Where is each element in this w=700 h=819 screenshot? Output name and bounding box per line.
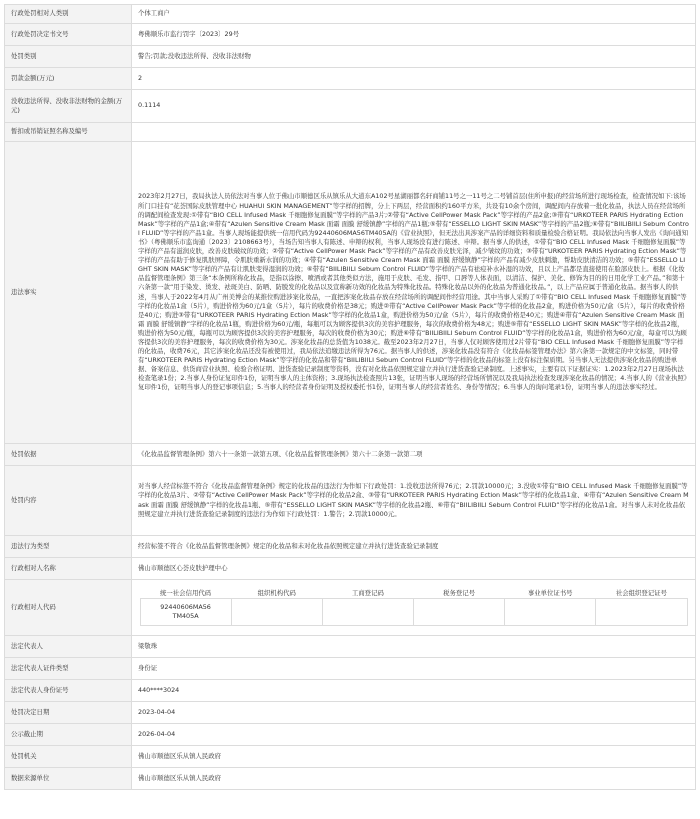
row-category bbox=[5, 5, 696, 24]
value-source: 佛山市顺德区乐从镇人民政府 bbox=[132, 768, 696, 790]
row-facts bbox=[5, 142, 696, 444]
value-category: 个体工商户 bbox=[132, 5, 696, 24]
value-party-code bbox=[132, 580, 696, 636]
code-value-tax bbox=[413, 599, 504, 626]
value-penalty-type: 警告;罚款;没收违法所得、没收非法财物 bbox=[132, 46, 696, 68]
value-fine: 2 bbox=[132, 68, 696, 90]
label-decision-date: 处罚决定日期 bbox=[5, 702, 132, 724]
code-value-org bbox=[231, 599, 322, 626]
penalty-record bbox=[4, 4, 696, 790]
label-authority: 处罚机关 bbox=[5, 746, 132, 768]
label-source: 数据来源单位 bbox=[5, 768, 132, 790]
value-decision-no: 粤佛顺乐市监行罚字〔2023〕29号 bbox=[132, 24, 696, 46]
party-code-value-row bbox=[140, 599, 687, 626]
label-decision-no: 行政处罚决定书文号 bbox=[5, 24, 132, 46]
code-value-social-org bbox=[596, 599, 687, 626]
row-publish-end bbox=[5, 724, 696, 746]
value-decision-date: 2023-04-04 bbox=[132, 702, 696, 724]
label-facts: 违法事实 bbox=[5, 142, 132, 444]
code-header-business: 工商登记码 bbox=[351, 589, 384, 597]
label-legal-rep: 法定代表人 bbox=[5, 636, 132, 658]
value-confiscated: 0.1114 bbox=[132, 90, 696, 123]
row-id-type bbox=[5, 658, 696, 680]
value-authority: 佛山市顺德区乐从镇人民政府 bbox=[132, 746, 696, 768]
code-value-business bbox=[322, 599, 413, 626]
row-party-code bbox=[5, 580, 696, 636]
row-legal-rep bbox=[5, 636, 696, 658]
code-header-credit: 统一社会信用代码 bbox=[160, 589, 212, 597]
label-id-type: 法定代表人证件类型 bbox=[5, 658, 132, 680]
value-facts: 2023年2月27日，我局执法人员依法对当事人位于佛山市顺德区乐从镇乐从大道东A102号星湖丽都名轩商铺11号之一11号之二号铺首层(住所申报)的经营场所进行现场检查，检查情况如下:该场所门口挂有“花荟国际皮肤管理中心 HUAHUI SKIN MANAGEMENT”等字样的招牌，分上下两层，经营面积约160平方米，共设有10余个房间，调配间内存放着一批化妆品，执法人员在经营场所的调配间检查发现:①带有“BIO CELL Infused Mask 千细胞修复面膜”等字样的产品3片;②带有“Active CellPower Mask Pack”等字样的产品2盒;③带有“URKOTEER PARIS Hydrating Ection Mask”等字样的产品1盒;④带有“Azulen Sensitive Cream Mask 面霜 面膜 舒缓镇静”字样的产品1瓶;⑤带有“ESSELLO LIGHT SKIN MASK”等字样的产品2瓶;⑥带有“BIILIBIILI Sebum Control FLUID”等字样的产品1盒。当事人现场能提供统一信用代码为92440606MA56TM405A的《营业执照》，但无法出具涉案产品的详细资料和质量检验合格证明。我局依法向当事人发出《询问通知书》（粤佛顺乐市监询通〔2023〕2108663号），当场告知当事人有陈述、申辩的权利，当事人现场没有进行陈述、申辩。据当事人的供述，①带有“BIO CELL Infused Mask 千细胞修复面膜”等字样的产品有滋润皮肤，改善皮肤破纹的功效；②带有“Active CellPower Mask Pack”等字样的产品有改善皮肤光泽，减少皱纹的功效；③带有“URKOTEER PARIS Hydrating Ection Mask”等字样的产品有助于修复肌肤屏障，令肌肤重新水润的功效；④带有“Azulen Sensitive Cream Mask 面霜 面膜 舒缓镇静”字样的产品有减少皮肤刺激，帮助皮肤清洁的功效；⑤带有“ESSELLO LIGHT SKIN MASK”等字样的产品有让肌肤变得湿润的功效；⑥带有“BIILIBIILI Sebum Control FLUID”等字样的产品有祛痘补水补湿的功效，且以上产品都是直接使用在脸部皮肤上。根据《化妆品监督管理条例》第三条“本条例所称化妆品，是指以涂擦、喷洒或者其他类似方法，施用于皮肤、毛发、指甲、口唇等人体表面，以清洁、保护、美化、修饰为目的的日用化学工业产品。”和第十六条第一款“用于染发、烫发、祛斑美白、防晒、防脱发的化妆品以及宣称新功效的化妆品为特殊化妆品。特殊化妆品以外的化妆品为普通化妆品。”，以上产品应属于普通化妆品。据当事人的供述，当事人于2022年4月从广州美博会的某推位购进涉案化妆品，一直把涉案化妆品存放在经营场所的调配间作经营用途。其中当事人采购了①带有“BIO CELL Infused Mask 千细胞修复面膜”等字样的化妆品1盒（5片），购进价格为60元/1盒（5片），每片的收费价格是38元；购进②带有“Active CellPower Mask Pack”等字样的化妆品2盒，购进价格为50元/盒（5片），每片的收费价格是40元；购进③带有“URKOTEER PARIS Hydrating Ection Mask”等字样的化妆品1盒，购进价格为50元/盒（5片），每片的收费价格是40元；购进④带有“Azulen Sensitive Cream Mask 面霜 面膜 舒缓镇静”字样的化妆品1瓶，购进价格为60元/瓶，每瓶可以为顾客提供3次的美容护理服务，每次的收费价格为48元；购进⑤带有“ESSELLO LIGHT SKIN MASK”等字样的化妆品2瓶，购进价格为50元/瓶，每瓶可以为顾客提供3次的美容护理服务，每次的收费价格为30元；购进⑥带有“BIILIBIILI Sebum Control FLUID”等字样的化妆品1盒，购进价格为60元/盒，每盒可以为顾客提供3次的美容护理服务，每次的收费价格为30元。涉案化妆品的总货值为1038元。截至2023年2月27日，当事人仅对顾客使用过2片带有“BIO CELL Infused Mask 千细胞修复面膜”等字样的化妆品，收费76元，其它涉案化妆品还没有被使用过，我局依法追缴违法所得为76元。据当事人的供述，涉案化妆品没有符合《化妆品标签管理办法》第六条第一款规定的中文标签，同时带有“URKOTEER PARIS Hydrating Ection Mask”等字样的化妆品和带有“BIILIBIILI Sebum Control FLUID”等字样的化妆品的标签上没有标注保质期。另当事人无法提供涉案化妆品的购进单据、备案信息、供货商营业执照、检验合格证明、进货查验记录制度等资料，没有对化妆品依照规定建立并执行进货查验记录制度。上述事实，主要有以下证据证实：1.2023年2月27日现场执法检查笔录1份；2.当事人身份证复印件1份，证明当事人的主体资格；3.现场执法检查照片13张，证明当事人现场的经营场所情况以及我局执法检查发现涉案化妆品的情况；4.当事人的《营业执照》复印件1份，证明当事人的登记事项信息；5.当事人的经营者身份证明及授权委托书1份，证明当事人的经营者姓名、身份等情况；6.当事人的询问笔录1份，证明当事人的违法事实经过。 bbox=[132, 142, 696, 444]
party-code-table bbox=[140, 589, 688, 626]
label-category: 行政处罚相对人类别 bbox=[5, 5, 132, 24]
value-publish-end: 2026-04-04 bbox=[132, 724, 696, 746]
label-publish-end: 公示截止期 bbox=[5, 724, 132, 746]
label-confiscated: 没收违法所得、没收非法财物的金额(万元) bbox=[5, 90, 132, 123]
label-penalty-type: 处罚类别 bbox=[5, 46, 132, 68]
label-party-code: 行政相对人代码 bbox=[5, 580, 132, 636]
row-party-name bbox=[5, 558, 696, 580]
row-decision-date bbox=[5, 702, 696, 724]
value-suspended-license bbox=[132, 123, 696, 142]
value-legal-rep: 梁敬珠 bbox=[132, 636, 696, 658]
code-value-institution bbox=[505, 599, 596, 626]
value-id-type: 身份证 bbox=[132, 658, 696, 680]
row-basis bbox=[5, 444, 696, 466]
label-suspended-license: 暂扣或吊销证照名称及编号 bbox=[5, 123, 132, 142]
row-penalty-type bbox=[5, 46, 696, 68]
party-code-header-row bbox=[140, 589, 687, 599]
row-source bbox=[5, 768, 696, 790]
label-violation-type: 违法行为类型 bbox=[5, 536, 132, 558]
code-value-credit: 92440606MA56TM405A bbox=[140, 599, 231, 626]
code-header-tax: 税务登记号 bbox=[443, 589, 476, 597]
penalty-detail-table bbox=[4, 4, 696, 790]
row-decision-no bbox=[5, 24, 696, 46]
value-party-name: 佛山市顺德区心荟皮肤护理中心 bbox=[132, 558, 696, 580]
code-header-social-org: 社会组织登记证号 bbox=[615, 589, 667, 597]
value-basis: 《化妆品监督管理条例》第六十一条第一款第五项、《化妆品监督管理条例》第六十二条第一款第二项 bbox=[132, 444, 696, 466]
label-fine: 罚款金额(万元) bbox=[5, 68, 132, 90]
row-content bbox=[5, 466, 696, 536]
row-authority bbox=[5, 746, 696, 768]
label-basis: 处罚依据 bbox=[5, 444, 132, 466]
value-content: 对当事人经营标签不符合《化妆品监督管理条例》规定的化妆品的违法行为作如下行政处罚：1.没收违法所得76元；2.罚款10000元；3.没收①带有“BIO CELL Infused Mask 千细胞修复面膜”等字样的化妆品3片、②带有“Active CellPower Mask Pack”等字样的化妆品2盒、③带有“URKOTEER PARIS Hydrating Ection Mask”等字样的化妆品1盒、④带有“Azulen Sensitive Cream Mask 面霜 面膜 舒缓镇静”字样的化妆品1瓶、⑤带有“ESSELLO LIGHT SKIN MASK”等字样的化妆品2瓶、⑥带有“BIILIBIILI Sebum Control FLUID”等字样的化妆品1盒。对当事人未对化妆品依照规定建立并执行进货查验记录制度的违法行为作如下行政处罚：1.警告；2.罚款10000元。 bbox=[132, 466, 696, 536]
label-party-name: 行政相对人名称 bbox=[5, 558, 132, 580]
row-violation-type bbox=[5, 536, 696, 558]
label-id-no: 法定代表人身份证号 bbox=[5, 680, 132, 702]
value-id-no: 440****3024 bbox=[132, 680, 696, 702]
code-header-org: 组织机构代码 bbox=[257, 589, 296, 597]
value-violation-type: 经营标签不符合《化妆品监督管理条例》规定的化妆品和未对化妆品依照规定建立并执行进货查验记录制度 bbox=[132, 536, 696, 558]
row-confiscated bbox=[5, 90, 696, 123]
row-id-no bbox=[5, 680, 696, 702]
row-suspended-license bbox=[5, 123, 696, 142]
row-fine bbox=[5, 68, 696, 90]
code-header-institution: 事业单位证书号 bbox=[527, 589, 573, 597]
label-content: 处罚内容 bbox=[5, 466, 132, 536]
